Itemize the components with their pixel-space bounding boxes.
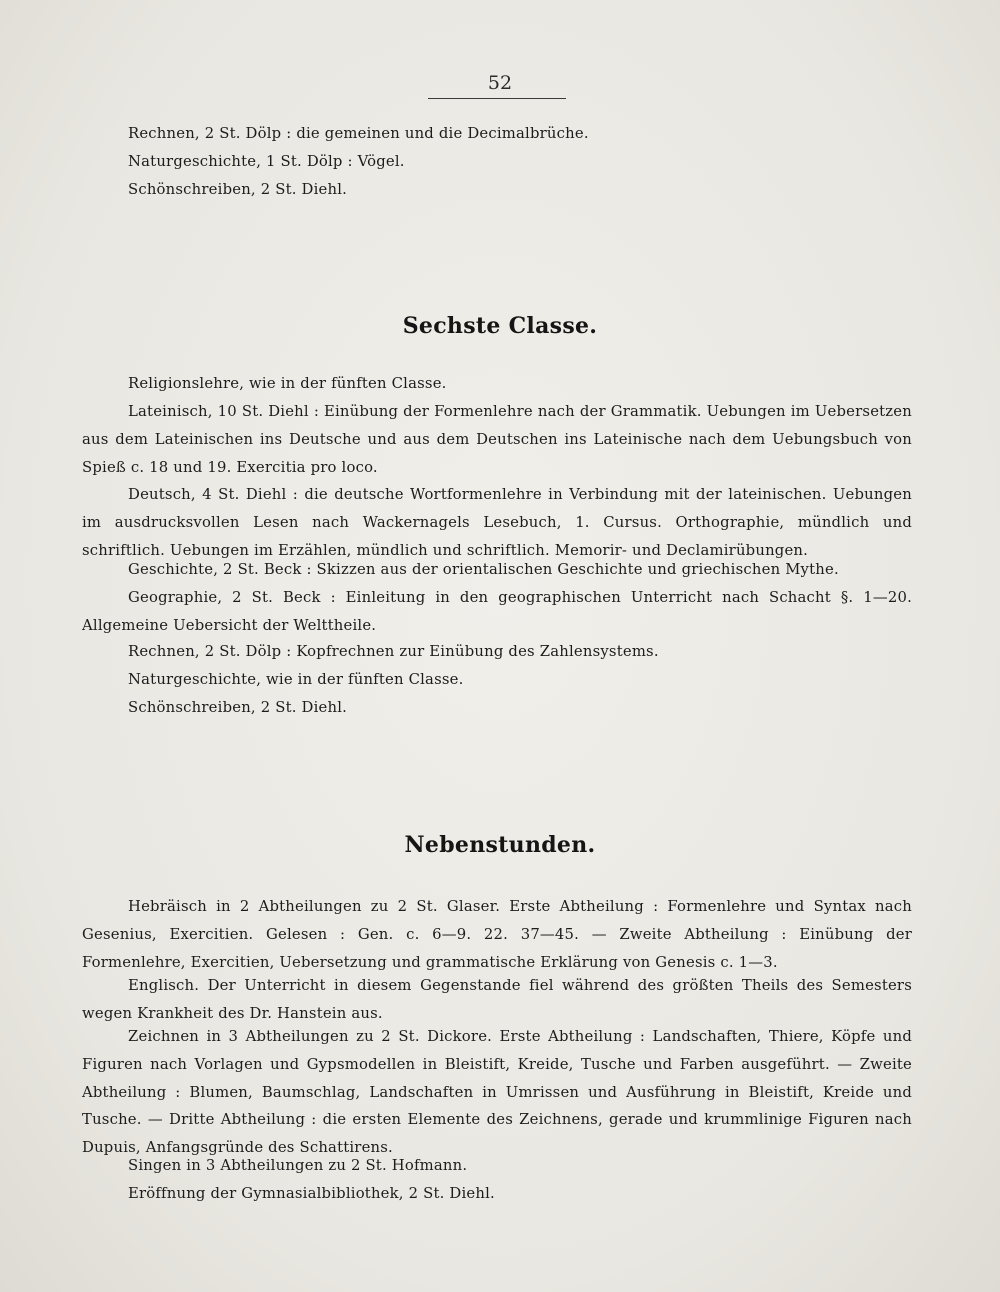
paragraph-geographie: Geographie, 2 St. Beck : Einleitung in den geographischen Unterricht nach Schacht §. 1—20. Allgemeine Uebersicht der Welttheile. xyxy=(82,589,912,634)
section-heading-sechste-classe: Sechste Classe. xyxy=(402,313,598,339)
paragraph-schoenschreiben: Schönschreiben, 2 St. Diehl. xyxy=(128,699,348,716)
section-heading-nebenstunden: Nebenstunden. xyxy=(404,832,596,858)
paragraph-hebraeisch: Hebräisch in 2 Abtheilungen zu 2 St. Glaser. Erste Abtheilung : Formenlehre und Syntax nach Gesenius, Exercitien. Gelesen : Gen. c. 6—9. 22. 37—45. — Zweite Abtheilung : Einübung der Formenlehre, Exercitien, Uebersetzung und grammatische Erklärung von Genesis c. 1—3. xyxy=(82,898,912,971)
paragraph-singen: Singen in 3 Abtheilungen zu 2 St. Hofmann. xyxy=(128,1157,468,1174)
paragraph-rechnen: Rechnen, 2 St. Dölp : Kopfrechnen zur Einübung des Zahlensystems. xyxy=(128,643,659,660)
paragraph-gymnasialbibliothek: Eröffnung der Gymnasialbibliothek, 2 St. Diehl. xyxy=(128,1185,495,1202)
paragraph-geschichte: Geschichte, 2 St. Beck : Skizzen aus der orientalischen Geschichte und griechischen Mythe. xyxy=(128,561,839,578)
page-number-rule xyxy=(428,98,566,99)
paragraph-lateinisch: Lateinisch, 10 St. Diehl : Einübung der Formenlehre nach der Grammatik. Uebungen im Uebersetzen aus dem Lateinischen ins Deutsche und aus dem Deutschen ins Lateinische nach dem Uebungsbuch von Spieß c. 18 und 19. Exercitia pro loco. xyxy=(82,403,912,476)
page-number: 52 xyxy=(487,72,513,94)
paragraph-deutsch: Deutsch, 4 St. Diehl : die deutsche Wortformenlehre in Verbindung mit der lateinischen. Uebungen im ausdrucksvollen Lesen nach Wackernagels Lesebuch, 1. Cursus. Orthographie, mündlich und schriftlich. Uebungen im Erzählen, mündlich und schriftlich. Memorir- und Declamirübungen. xyxy=(82,486,912,559)
paragraph-naturgeschichte: Naturgeschichte, wie in der fünften Classe. xyxy=(128,671,464,688)
paragraph-religionslehre: Religionslehre, wie in der fünften Classe. xyxy=(128,375,447,392)
top-line-schoenschreiben: Schönschreiben, 2 St. Diehl. xyxy=(128,181,348,198)
paragraph-zeichnen: Zeichnen in 3 Abtheilungen zu 2 St. Dickore. Erste Abtheilung : Landschaften, Thiere, Köpfe und Figuren nach Vorlagen und Gypsmodellen in Bleistift, Kreide, Tusche und Farben ausgeführt. — Zweite Abtheilung : Blumen, Baumschlag, Landschaften in Umrissen und Ausführung in Bleistift, Kreide und Tusche. — Dritte Abtheilung : die ersten Elemente des Zeichnens, gerade und krummlinige Figuren nach Dupuis, Anfangsgründe des Schattirens. xyxy=(82,1028,912,1157)
paragraph-englisch: Englisch. Der Unterricht in diesem Gegenstande fiel während des größten Theils des Semesters wegen Krankheit des Dr. Hanstein aus. xyxy=(82,977,912,1022)
top-line-naturgeschichte: Naturgeschichte, 1 St. Dölp : Vögel. xyxy=(128,153,405,170)
top-line-rechnen: Rechnen, 2 St. Dölp : die gemeinen und die Decimalbrüche. xyxy=(128,125,589,142)
